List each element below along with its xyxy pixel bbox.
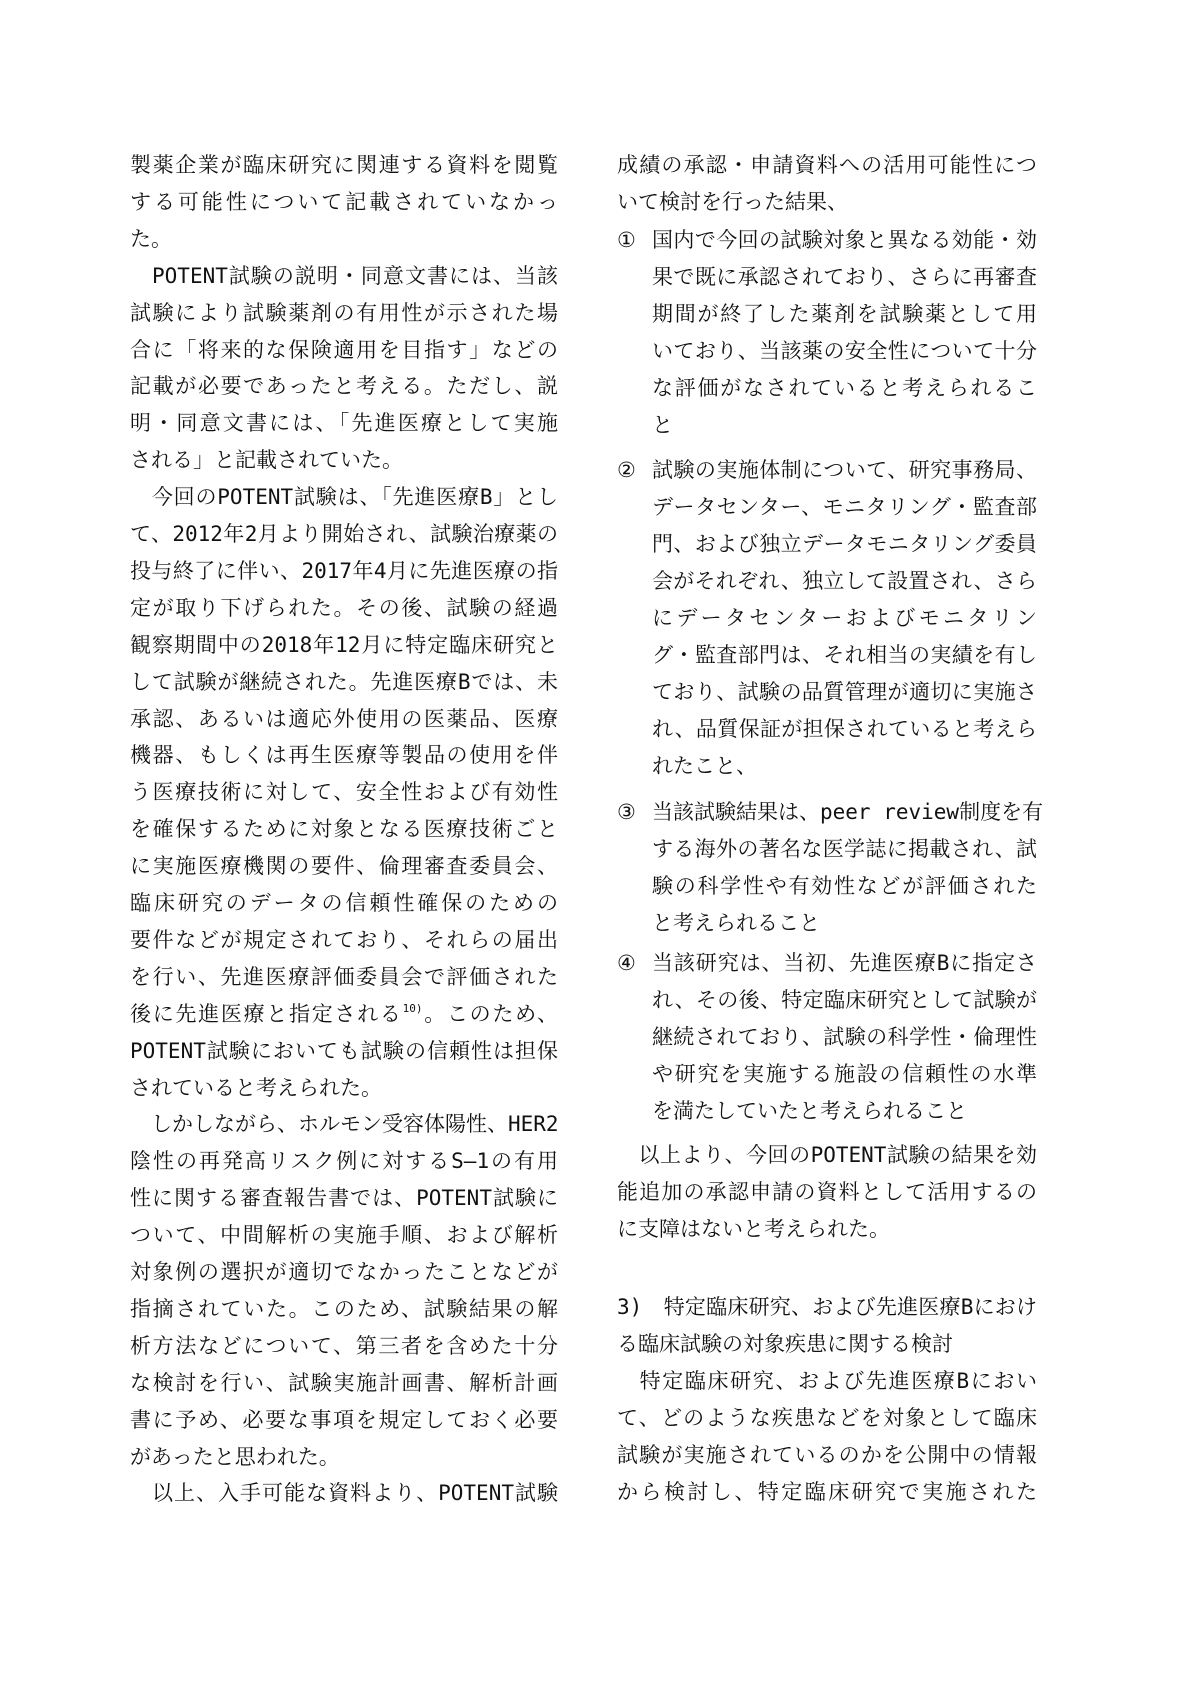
- text-line: 機器、もしくは再生医療等製品の使用を伴: [130, 743, 558, 768]
- text-line: 性に関する審査報告書では、POTENT試験に: [130, 1186, 558, 1211]
- text-line: 合に「将来的な保険適用を目指す」などの: [130, 337, 558, 362]
- left-column: [130, 0, 558, 1695]
- text-line: しかしながら、ホルモン受容体陽性、HER2: [130, 1112, 559, 1137]
- text-segment: 以上より、今回のPOTENT試験の結果を効: [617, 1143, 1037, 1167]
- text-line: [652, 336, 1037, 366]
- text-segment: な評価がなされていると考えられるこ: [652, 376, 1037, 400]
- text-line: [652, 640, 1037, 670]
- text-line: [652, 373, 1037, 403]
- text-line: [652, 299, 1037, 329]
- text-segment: 当該試験結果は、peer review制度を有: [652, 800, 1044, 824]
- text-segment: 験の科学性や有効性などが評価された: [652, 874, 1037, 898]
- text-segment: と考えられること: [652, 911, 820, 935]
- text-line: [652, 677, 1037, 707]
- text-segment: する海外の著名な医学誌に掲載され、試: [652, 837, 1037, 861]
- text-line: [652, 751, 1037, 781]
- text-segment: れたこと、: [652, 754, 757, 778]
- text-line: [130, 999, 558, 1029]
- text-line: 以上、入手可能な資料より、POTENT試験: [130, 1481, 558, 1506]
- text-line: POTENT試験においても試験の信頼性は担保: [130, 1038, 558, 1063]
- text-line: た。: [130, 226, 172, 251]
- text-segment: に支障はないと考えられた。: [617, 1217, 890, 1241]
- text-line: する可能性について記載されていなかっ: [130, 189, 558, 214]
- text-segment: 。このため、: [422, 1001, 558, 1026]
- text-line: 指摘されていた。このため、試験結果の解: [130, 1296, 558, 1321]
- text-line: [652, 262, 1037, 292]
- text-segment: いており、当該薬の安全性について十分: [652, 339, 1037, 363]
- citation-reference: 10): [402, 1001, 423, 1015]
- text-segment: と: [652, 413, 673, 437]
- list-marker: ④: [617, 951, 636, 975]
- text-segment: れ、その後、特定臨床研究として試験が: [652, 988, 1037, 1012]
- text-segment: 国内で今回の試験対象と異なる効能・効: [652, 228, 1037, 252]
- section-heading: [617, 1292, 1037, 1322]
- text-line: 書に予め、必要な事項を規定しておく必要: [130, 1407, 558, 1432]
- text-segment: や研究を実施する施設の信頼性の水準: [652, 1062, 1037, 1086]
- text-line: [617, 1140, 1037, 1170]
- text-line: 対象例の選択が適切でなかったことなどが: [130, 1260, 558, 1284]
- text-segment: から検討し、特定臨床研究で実施された: [617, 1480, 1037, 1504]
- list-marker: ①: [617, 228, 636, 252]
- text-segment: れ、品質保証が担保されていると考えら: [652, 717, 1037, 741]
- list-marker: ②: [617, 458, 636, 482]
- text-segment: 能追加の承認申請の資料として活用するの: [617, 1180, 1037, 1204]
- text-line: を確保するために対象となる医療技術ごと: [130, 817, 558, 842]
- text-line: [617, 187, 1037, 217]
- text-line: 臨床研究のデータの信頼性確保のための: [130, 891, 558, 915]
- text-line: [652, 1022, 1037, 1052]
- text-segment: 特定臨床研究、および先進医療Bにおい: [617, 1369, 1037, 1393]
- list-item-first-line: [617, 797, 1044, 827]
- text-line: [652, 834, 1037, 864]
- text-segment: 試験の実施体制について、研究事務局、: [652, 458, 1037, 482]
- text-segment: を満たしていたと考えられること: [652, 1099, 967, 1123]
- text-segment: いて検討を行った結果、: [617, 190, 848, 214]
- text-line: [617, 1329, 1037, 1359]
- text-line: 析方法などについて、第三者を含めた十分: [130, 1333, 558, 1358]
- text-line: な検討を行い、試験実施計画書、解析計画: [130, 1370, 558, 1395]
- text-line: [652, 1059, 1037, 1089]
- list-item-first-line: [617, 225, 1037, 255]
- text-segment: 試験が実施されているのかを公開中の情報: [617, 1443, 1037, 1467]
- text-line: [617, 150, 1037, 180]
- text-line: される」と記載されていた。: [130, 448, 403, 473]
- text-line: 試験により試験薬剤の有用性が示された場: [130, 300, 558, 325]
- text-line: [617, 1366, 1037, 1396]
- text-line: [652, 714, 1037, 744]
- text-segment: る臨床試験の対象疾患に関する検討: [617, 1332, 953, 1356]
- text-line: て、2012年2月より開始され、試験治療薬の: [130, 522, 558, 546]
- text-line: [652, 985, 1037, 1015]
- text-line: [652, 1096, 1037, 1126]
- text-line: されていると考えられた。: [130, 1075, 382, 1100]
- text-segment: 果で既に承認されており、さらに再審査: [652, 265, 1037, 289]
- text-segment: にデータセンターおよびモニタリン: [652, 606, 1037, 630]
- text-line: 記載が必要であったと考える。ただし、説: [130, 374, 558, 399]
- text-line: [617, 1177, 1037, 1207]
- list-item-first-line: [617, 455, 1037, 485]
- text-line: [652, 529, 1037, 559]
- text-line: [652, 410, 1037, 440]
- text-line: [617, 1440, 1037, 1470]
- text-line: に実施医療機関の要件、倫理審査委員会、: [130, 854, 558, 879]
- text-line: [652, 603, 1037, 633]
- text-line: 陰性の再発高リスク例に対するS—1の有用: [130, 1149, 558, 1174]
- text-line: 今回のPOTENT試験は、「先進医療B」とし: [130, 485, 558, 510]
- text-line: 製薬企業が臨床研究に関連する資料を閲覧: [130, 153, 558, 177]
- text-line: [617, 1403, 1037, 1433]
- text-line: 明・同意文書には、「先進医療として実施: [130, 411, 558, 436]
- text-segment: 3) 特定臨床研究、および先進医療Bにおけ: [617, 1295, 1037, 1319]
- text-line: 観察期間中の2018年12月に特定臨床研究と: [130, 632, 558, 657]
- text-line: [652, 566, 1037, 596]
- list-item-first-line: [617, 948, 1037, 978]
- right-column: [617, 0, 1044, 1695]
- text-segment: 期間が終了した薬剤を試験薬として用: [652, 302, 1037, 326]
- text-segment: て、どのような疾患などを対象として臨床: [617, 1406, 1037, 1430]
- text-line: ついて、中間解析の実施手順、および解析: [130, 1223, 558, 1248]
- text-segment: 会がそれぞれ、独立して設置され、さら: [652, 569, 1037, 593]
- text-segment: 成績の承認・申請資料への活用可能性につ: [617, 153, 1037, 177]
- text-line: 定が取り下げられた。その後、試験の経過: [130, 595, 558, 620]
- text-segment: 当該研究は、当初、先進医療Bに指定さ: [652, 951, 1037, 975]
- text-segment: 継続されており、試験の科学性・倫理性: [652, 1025, 1037, 1049]
- list-marker: ③: [617, 800, 636, 824]
- text-segment: ており、試験の品質管理が適切に実施さ: [652, 680, 1037, 704]
- text-line: [617, 1214, 1037, 1244]
- text-segment: 後に先進医療と指定される: [130, 1001, 403, 1026]
- text-line: 要件などが規定されており、それらの届出: [130, 927, 558, 952]
- text-segment: 門、および独立データモニタリング委員: [652, 532, 1037, 556]
- text-line: を行い、先進医療評価委員会で評価された: [130, 964, 558, 989]
- text-line: して試験が継続された。先進医療Bでは、未: [130, 669, 558, 694]
- text-line: があったと思われた。: [130, 1444, 340, 1469]
- text-line: [652, 871, 1037, 901]
- text-segment: グ・監査部門は、それ相当の実績を有し: [652, 643, 1037, 667]
- text-line: 承認、あるいは適応外使用の医薬品、医療: [130, 706, 558, 731]
- text-line: [652, 908, 1037, 938]
- text-line: 投与終了に伴い、2017年4月に先進医療の指: [130, 558, 558, 583]
- text-segment: データセンター、モニタリング・監査部: [652, 495, 1037, 519]
- text-line: [617, 1477, 1037, 1507]
- text-line: う医療技術に対して、安全性および有効性: [130, 780, 558, 805]
- text-line: [652, 492, 1037, 522]
- text-line: POTENT試験の説明・同意文書には、当該: [130, 263, 558, 288]
